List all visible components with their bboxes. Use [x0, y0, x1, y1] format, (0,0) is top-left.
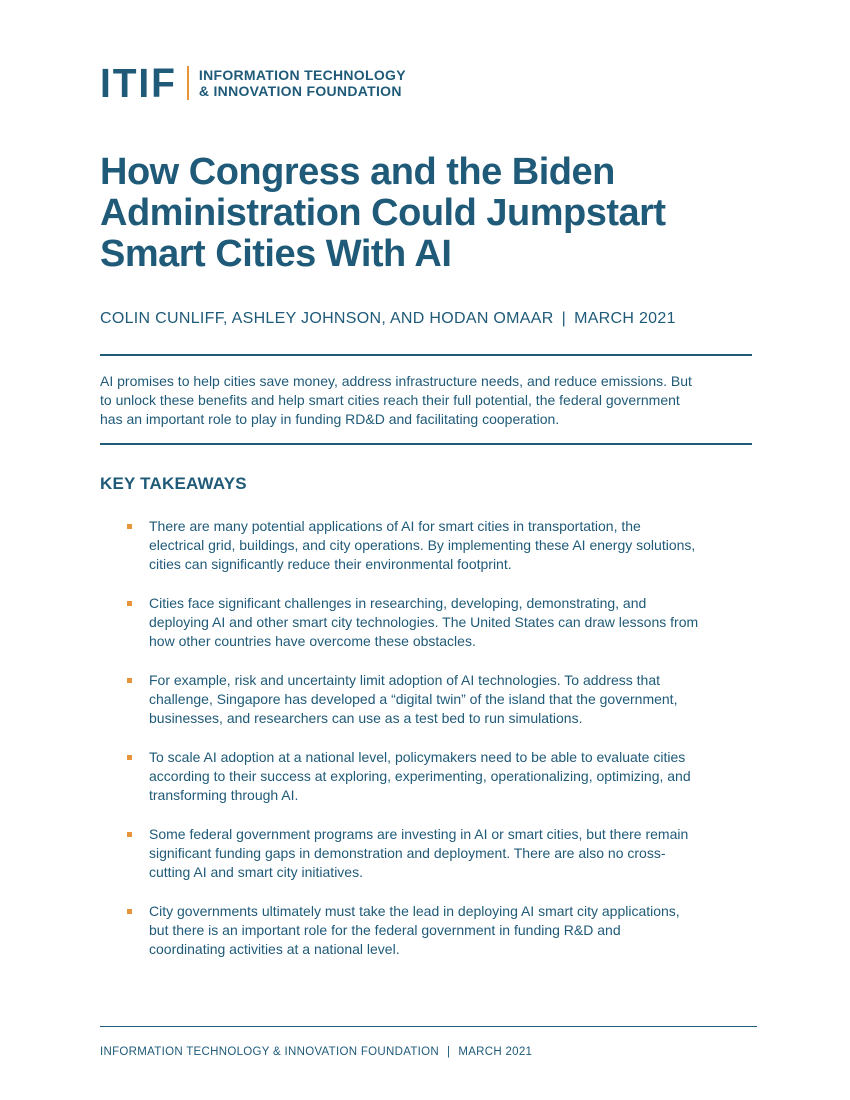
square-bullet-icon	[127, 601, 132, 606]
summary-top-rule	[100, 354, 752, 356]
takeaway-line: according to their success at exploring, experimenting, operationalizing, optimizing, and	[149, 768, 691, 784]
key-takeaways-heading: KEY TAKEAWAYS	[100, 474, 247, 493]
logo-line-2: & INNOVATION FOUNDATION	[198, 83, 402, 99]
takeaway-line: Cities face significant challenges in researching, developing, demonstrating, and	[149, 595, 647, 611]
summary	[100, 372, 752, 429]
logo-line-1: INFORMATION TECHNOLOGY	[198, 67, 406, 83]
takeaway-line: businesses, and researchers can use as a test bed to run simulations.	[149, 710, 583, 726]
takeaway-line: electrical grid, buildings, and city operations. By implementing these AI energy solutions,	[149, 537, 696, 553]
takeaway-item	[100, 671, 760, 728]
title-line: How Congress and the Biden	[100, 151, 615, 193]
takeaway-line: how other countries have overcome these obstacles.	[149, 633, 476, 649]
square-bullet-icon	[127, 678, 132, 683]
summary-line: to unlock these benefits and help smart cities reach their full potential, the federal government	[100, 392, 680, 408]
square-bullet-icon	[127, 832, 132, 837]
title-line: Administration Could Jumpstart	[100, 192, 666, 234]
summary-bottom-rule	[100, 443, 752, 445]
takeaway-line: coordinating activities at a national level.	[149, 941, 400, 957]
footer-separator: |	[447, 1046, 451, 1058]
takeaway-line: Some federal government programs are investing in AI or smart cities, but there remain	[149, 826, 689, 842]
byline-date: MARCH 2021	[574, 310, 676, 327]
takeaway-line: cutting AI and smart city initiatives.	[149, 864, 363, 880]
takeaway-line: City governments ultimately must take the lead in deploying AI smart city applications,	[149, 903, 680, 919]
footer-org: INFORMATION TECHNOLOGY & INNOVATION FOUNDATION	[100, 1046, 440, 1058]
takeaway-line: transforming through AI.	[149, 787, 299, 803]
footer-rule	[100, 1026, 757, 1027]
report-title	[100, 152, 740, 275]
byline	[100, 310, 676, 328]
square-bullet-icon	[127, 755, 132, 760]
footer-date: MARCH 2021	[458, 1046, 533, 1058]
title-line: Smart Cities With AI	[100, 233, 452, 275]
takeaway-item	[100, 517, 760, 574]
square-bullet-icon	[127, 524, 132, 529]
byline-separator: |	[561, 310, 567, 327]
itif-logo	[100, 62, 406, 104]
key-takeaways-list	[100, 517, 760, 979]
summary-line: AI promises to help cities save money, address infrastructure needs, and reduce emissions. But	[100, 373, 692, 389]
takeaway-line: To scale AI adoption at a national level, policymakers need to be able to evaluate cities	[149, 749, 686, 765]
takeaway-line: challenge, Singapore has developed a “digital twin” of the island that the government,	[149, 691, 678, 707]
takeaway-line: cities can significantly reduce their environmental footprint.	[149, 556, 512, 572]
takeaway-item	[100, 825, 760, 882]
takeaway-line: deploying AI and other smart city technologies. The United States can draw lessons from	[149, 614, 699, 630]
square-bullet-icon	[127, 909, 132, 914]
takeaway-line: There are many potential applications of AI for smart cities in transportation, the	[149, 518, 641, 534]
takeaway-item	[100, 902, 760, 959]
logo-wordmark	[199, 67, 406, 99]
page-footer	[100, 1046, 532, 1058]
takeaway-line: but there is an important role for the federal government in funding R&D and	[149, 922, 621, 938]
logo-divider	[187, 66, 189, 100]
takeaway-line: significant funding gaps in demonstration and deployment. There are also no cross-	[149, 845, 666, 861]
takeaway-item	[100, 748, 760, 805]
takeaway-item	[100, 594, 760, 651]
logo-mark: ITIF	[100, 60, 177, 106]
byline-authors: COLIN CUNLIFF, ASHLEY JOHNSON, AND HODAN OMAAR	[100, 310, 554, 327]
summary-line: has an important role to play in funding RD&D and facilitating cooperation.	[100, 411, 560, 427]
takeaway-line: For example, risk and uncertainty limit adoption of AI technologies. To address that	[149, 672, 661, 688]
